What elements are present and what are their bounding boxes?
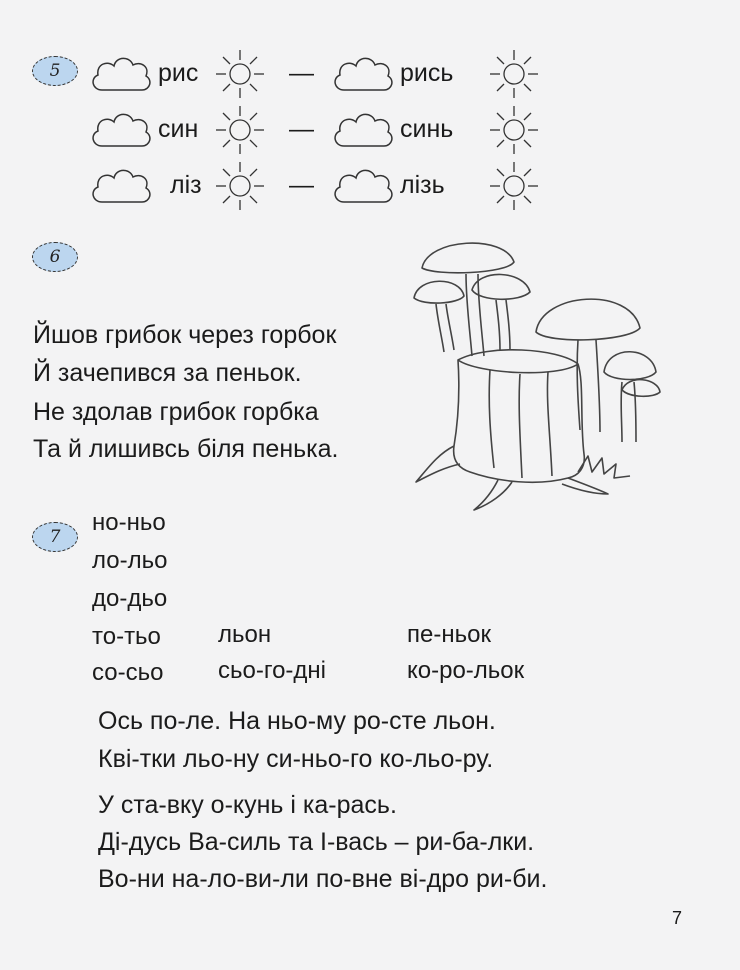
word-rys: рись: [400, 59, 454, 87]
word-liz: ліз: [170, 171, 202, 199]
cloud-icon: [88, 164, 154, 208]
sun-icon: [488, 160, 540, 212]
sun-icon: [214, 48, 266, 100]
word-syllables: ко-ро-льок: [407, 657, 525, 684]
reading-sentence: Ді-дусь Ва-силь та І-вась – ри-ба-лки.: [98, 828, 535, 856]
exercise-6-badge: 6: [32, 242, 78, 272]
syllable-pair: ло-льо: [92, 547, 168, 574]
syllable-pair: до-дьо: [92, 585, 168, 612]
syllable-pair: но-ньо: [92, 509, 166, 536]
poem-line: Йшов грибок через горбок: [33, 321, 337, 349]
word-syllables: пе-ньок: [407, 621, 491, 648]
cloud-icon: [330, 108, 396, 152]
dash: —: [289, 115, 314, 143]
sun-icon: [214, 160, 266, 212]
syllable-pair: со-сьо: [92, 659, 164, 686]
sun-icon: [488, 48, 540, 100]
page-number: 7: [671, 908, 682, 928]
mushrooms-on-stump-illustration: [408, 232, 678, 522]
word-ris: рис: [158, 59, 199, 87]
cloud-icon: [330, 52, 396, 96]
syllable-pair: то-тьо: [92, 623, 161, 650]
reading-sentence: Кві-тки льо-ну си-ньо-го ко-льо-ру.: [98, 745, 494, 773]
reading-sentence: Ось по-ле. На ньо-му ро-сте льон.: [98, 707, 496, 735]
word-lizj: лізь: [400, 171, 445, 199]
sun-icon: [214, 104, 266, 156]
sun-icon: [488, 104, 540, 156]
word-syn: син: [158, 115, 199, 143]
dash: —: [289, 59, 314, 87]
word-syllables: льон: [218, 621, 272, 648]
poem-line: Та й лишивсь біля пенька.: [33, 435, 339, 463]
reading-sentence: Во-ни на-ло-ви-ли по-вне ві-дро ри-би.: [98, 865, 548, 893]
poem-line: Й зачепився за пеньок.: [33, 359, 302, 387]
poem-line: Не здолав грибок горбка: [33, 398, 319, 426]
exercise-5-badge: 5: [32, 56, 78, 86]
dash: —: [289, 171, 314, 199]
cloud-icon: [88, 52, 154, 96]
word-synj: синь: [400, 115, 454, 143]
exercise-7-badge: 7: [32, 522, 78, 552]
word-syllables: сьо-го-дні: [218, 657, 326, 684]
cloud-icon: [88, 108, 154, 152]
cloud-icon: [330, 164, 396, 208]
reading-sentence: У ста-вку о-кунь і ка-рась.: [98, 791, 397, 819]
